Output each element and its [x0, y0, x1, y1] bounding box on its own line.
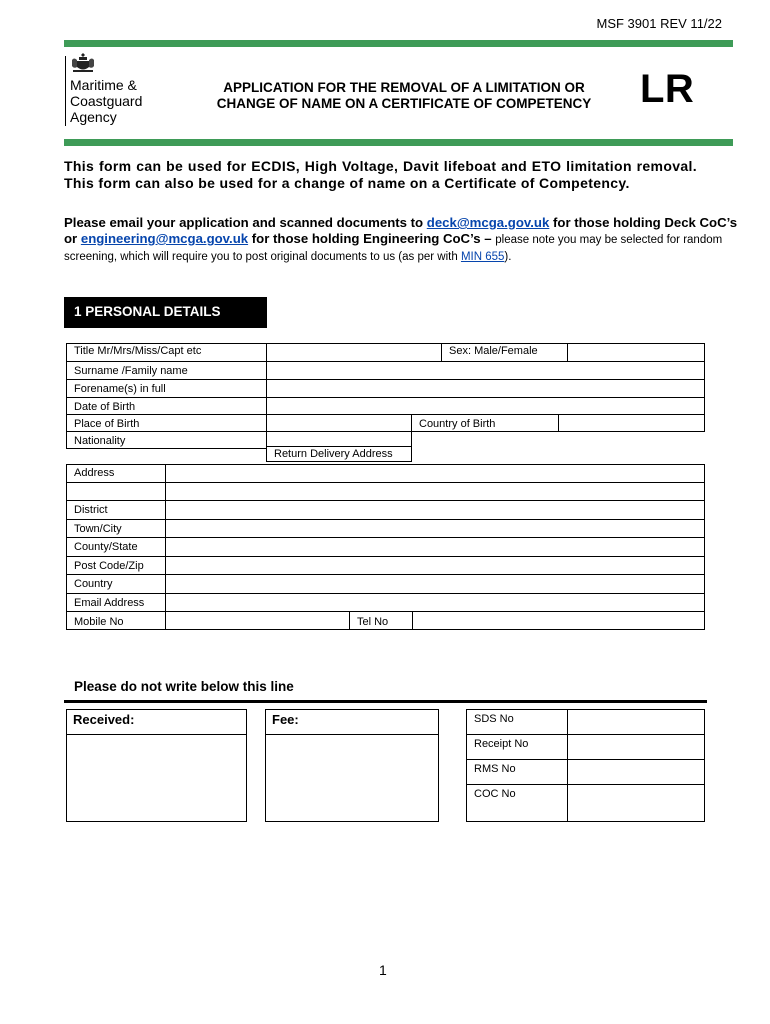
town-label: Town/City: [74, 523, 122, 535]
nationality-label: Nationality: [74, 435, 126, 447]
logo-divider: [65, 56, 66, 126]
office-row: [467, 785, 704, 821]
address-label: Address: [74, 467, 115, 479]
received-label: Received:: [67, 710, 246, 735]
agency-line-2: Coastguard: [70, 93, 143, 109]
office-reference-table: [466, 709, 705, 822]
section-heading-personal-details: 1 PERSONAL DETAILS: [64, 297, 267, 328]
header-rule-top: [64, 40, 733, 47]
form-code: LR: [640, 67, 695, 111]
form-reference: MSF 3901 REV 11/22: [596, 16, 722, 31]
screening-note-end: ).: [504, 251, 512, 263]
form-title: [178, 80, 630, 112]
receipt-no-label: Receipt No: [474, 738, 529, 750]
deck-email-link[interactable]: deck@mcga.gov.uk: [426, 215, 550, 230]
received-box: [66, 709, 247, 822]
agency-logo: [64, 52, 164, 126]
agency-name: [70, 77, 142, 125]
engineering-email-link[interactable]: engineering@mcga.gov.uk: [80, 231, 249, 246]
office-use-notice: Please do not write below this line: [74, 679, 294, 694]
title-label: Title Mr/Mrs/Miss/Capt etc: [74, 345, 202, 357]
office-row: [467, 710, 704, 735]
surname-label: Surname /Family name: [74, 365, 188, 377]
form-title-line-1: APPLICATION FOR THE REMOVAL OF A LIMITATION OR: [223, 80, 585, 95]
rms-no-label: RMS No: [474, 763, 516, 775]
dob-label: Date of Birth: [74, 401, 136, 413]
fee-box: [265, 709, 439, 822]
form-title-line-2: CHANGE OF NAME ON A CERTIFICATE OF COMPETENCY: [216, 96, 592, 111]
agency-line-1: Maritime &: [70, 77, 137, 93]
email-instructions: [64, 215, 744, 265]
email-label: Email Address: [74, 597, 145, 609]
office-use-rule: [64, 700, 707, 703]
district-label: District: [74, 504, 108, 516]
tel-label: Tel No: [357, 616, 389, 628]
intro-paragraph: This form can be used for ECDIS, High Voltage, Davit lifeboat and ETO limitation removal. This form can also be used for a change of name on a Certificate of Competency.: [64, 158, 697, 191]
place-of-birth-label: Place of Birth: [74, 418, 140, 430]
sds-no-label: SDS No: [474, 713, 514, 725]
screening-note: please note you may be selected for random screening, which will require you to post original documents to us (as per with: [64, 234, 723, 263]
email-text-3: for those holding Engineering CoC’s –: [248, 231, 496, 246]
mobile-label: Mobile No: [74, 616, 124, 628]
country-label: Country: [74, 578, 113, 590]
email-text-2: for those holding Deck CoC’s or: [64, 215, 738, 246]
return-delivery-label: Return Delivery Address: [274, 448, 393, 460]
min-655-link[interactable]: MIN 655: [460, 251, 505, 263]
header-rule-bottom: [64, 139, 733, 146]
country-of-birth-label: Country of Birth: [419, 418, 496, 430]
forenames-label: Forename(s) in full: [74, 383, 166, 395]
email-text-1: Please email your application and scanned documents to: [64, 215, 427, 230]
coc-no-label: COC No: [474, 788, 516, 800]
county-label: County/State: [74, 541, 138, 553]
royal-crest-icon: [70, 52, 96, 74]
fee-label: Fee:: [266, 710, 438, 735]
sex-label: Sex: Male/Female: [449, 345, 538, 357]
office-row: [467, 735, 704, 760]
postcode-label: Post Code/Zip: [74, 560, 144, 572]
office-row: [467, 760, 704, 785]
page-number: 1: [379, 962, 387, 978]
agency-line-3: Agency: [70, 109, 117, 125]
